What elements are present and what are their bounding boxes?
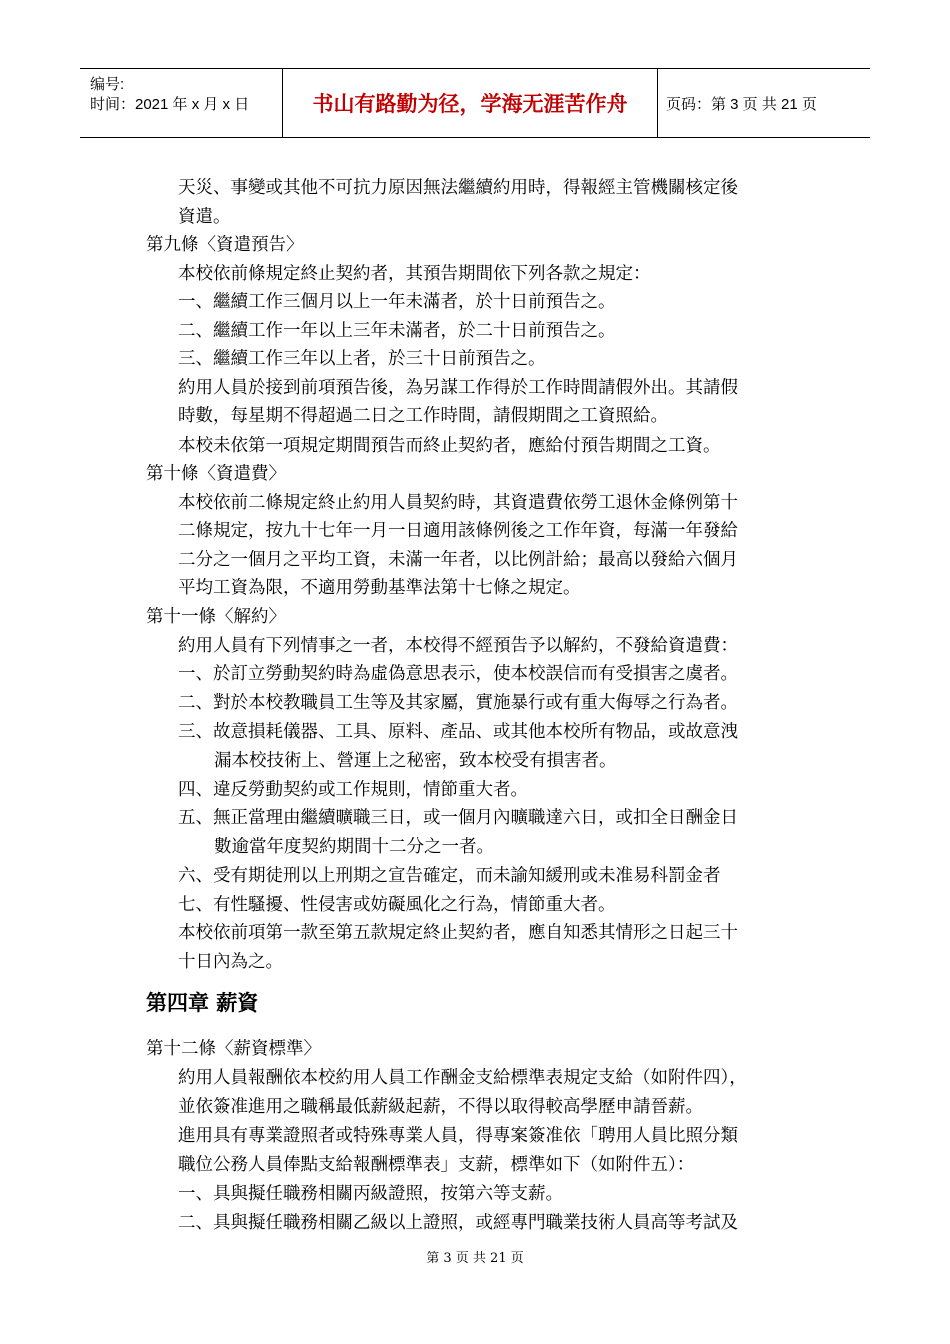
article-title: 第十條〈資遣費〉 xyxy=(146,464,286,484)
article-title: 第十一條〈解約〉 xyxy=(146,607,286,627)
text-line: 約用人員報酬依本校約用人員工作酬金支給標準表規定支給（如附件四）， xyxy=(178,1068,747,1088)
header-motto: 书山有路勤为径，学海无涯苦作舟 xyxy=(282,69,658,137)
text-line: 一、具與擬任職務相關丙級證照，按第六等支薪。 xyxy=(178,1184,563,1204)
text-line: 二、繼續工作一年以上三年未滿者，於二十日前預告之。 xyxy=(178,321,616,341)
page-footer: 第 3 页 共 21 页 xyxy=(426,1251,524,1266)
text-line: 並依簽准進用之職稱最低薪級起薪，不得以取得較高學歷申請晉薪。 xyxy=(178,1097,703,1117)
text-line: 三、故意損耗儀器、工具、原料、產品、或其他本校所有物品，或故意洩 xyxy=(178,722,738,742)
header-page-number: 页码：第 3 页 共 21 页 xyxy=(666,95,817,113)
text-line: 三、繼續工作三年以上者，於三十日前預告之。 xyxy=(178,349,546,369)
article-title: 第九條〈資遣預告〉 xyxy=(146,235,304,255)
text-line: 時數，每星期不得超過二日之工作時間，請假期間之工資照給。 xyxy=(178,406,668,426)
text-line: 五、無正當理由繼續曠職三日，或一個月內曠職達六日，或扣全日酬金日 xyxy=(178,808,738,828)
text-line: 二分之一個月之平均工資，未滿一年者，以比例計給；最高以發給六個月 xyxy=(178,550,738,570)
document-time-label: 时间：2021 年 x 月 x 日 xyxy=(90,96,250,113)
text-line: 一、於訂立勞動契約時為虛偽意思表示，使本校誤信而有受損害之虞者。 xyxy=(178,664,738,684)
text-line: 資遣。 xyxy=(178,207,231,227)
text-line: 本校依前項第一款至第五款規定終止契約者，應自知悉其情形之日起三十 xyxy=(178,923,738,943)
text-line: 天災、事變或其他不可抗力原因無法繼續約用時，得報經主管機關核定後 xyxy=(178,178,738,198)
page-header xyxy=(80,68,870,138)
header-info xyxy=(80,69,282,137)
text-line: 平均工資為限，不適用勞動基準法第十七條之規定。 xyxy=(178,578,581,598)
article-title: 第十二條〈薪資標準〉 xyxy=(146,1039,321,1059)
text-line: 十日內為之。 xyxy=(178,952,283,972)
document-number-label: 编号: xyxy=(90,76,125,93)
text-line: 職位公務人員俸點支給報酬標準表」支薪，標準如下（如附件五）： xyxy=(178,1155,695,1175)
text-line: 二、對於本校教職員工生等及其家屬，實施暴行或有重大侮辱之行為者。 xyxy=(178,693,738,713)
text-line: 本校未依第一項規定期間預告而終止契約者，應給付預告期間之工資。 xyxy=(178,436,721,456)
text-line: 二、具與擬任職務相關乙級以上證照，或經專門職業技術人員高等考試及 xyxy=(178,1213,738,1233)
text-line: 七、有性騷擾、性侵害或妨礙風化之行為，情節重大者。 xyxy=(178,895,616,915)
text-line: 一、繼續工作三個月以上一年未滿者，於十日前預告之。 xyxy=(178,292,616,312)
text-line: 漏本校技術上、營運上之秘密，致本校受有損害者。 xyxy=(214,751,617,771)
chapter-heading: 第四章 薪資 xyxy=(146,990,259,1015)
text-line: 本校依前二條規定終止約用人員契約時，其資遣費依勞工退休金條例第十 xyxy=(178,493,738,513)
text-line: 約用人員於接到前項預告後，為另謀工作得於工作時間請假外出。其請假 xyxy=(178,378,738,398)
text-line: 四、違反勞動契約或工作規則，情節重大者。 xyxy=(178,780,528,800)
text-line: 進用具有專業證照者或特殊專業人員，得專案簽准依「聘用人員比照分類 xyxy=(178,1126,738,1146)
text-line: 數逾當年度契約期間十二分之一者。 xyxy=(214,837,494,857)
text-line: 二條規定，按九十七年一月一日適用該條例後之工作年資，每滿一年發給 xyxy=(178,521,738,541)
text-line: 約用人員有下列情事之一者，本校得不經預告予以解約，不發給資遣費： xyxy=(178,636,738,656)
text-line: 六、受有期徒刑以上刑期之宣告確定，而未諭知緩刑或未准易科罰金者 xyxy=(178,866,721,886)
text-line: 本校依前條規定終止契約者，其預告期間依下列各款之規定： xyxy=(178,264,651,284)
